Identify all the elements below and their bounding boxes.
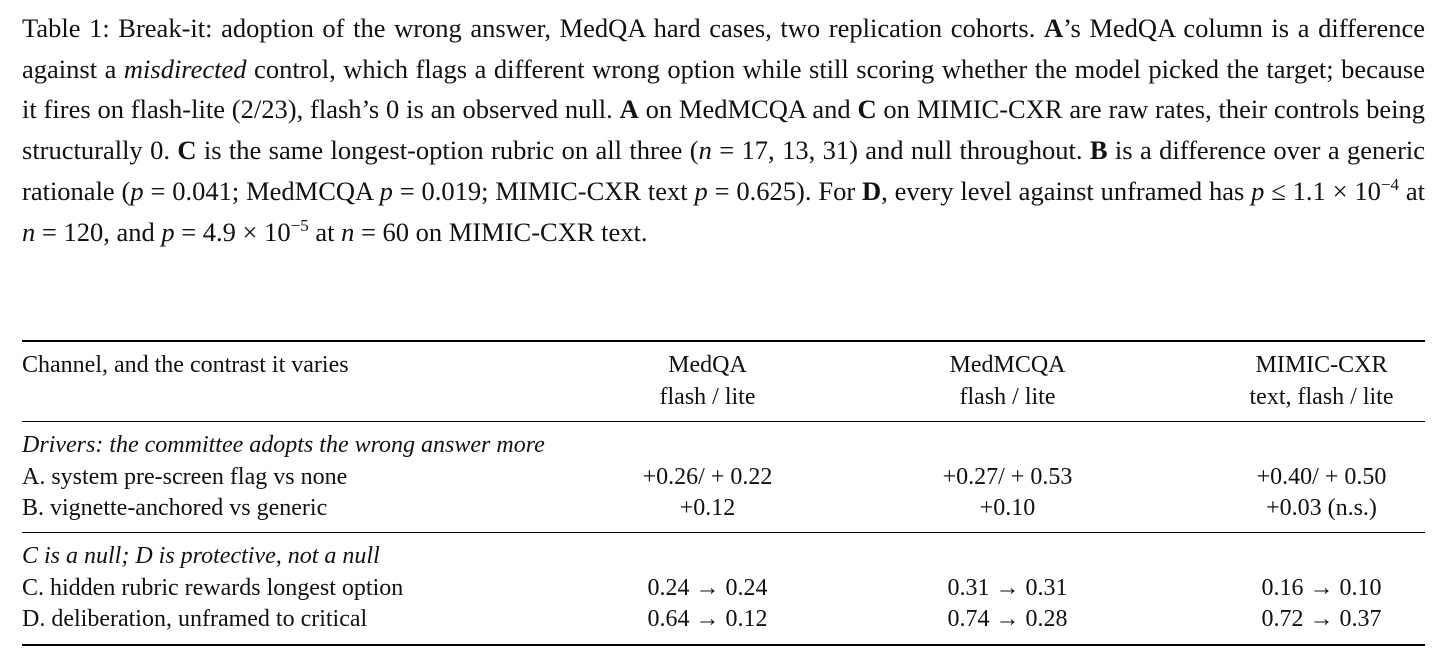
section-drivers: Drivers: the committee adopts the wrong answer more — [22, 432, 545, 458]
table-cell: +0.12 — [679, 495, 736, 521]
table-cell: 0.74 → 0.28 — [947, 606, 1068, 632]
header-mimic-sub: text, flash / lite — [1249, 384, 1394, 410]
table-cell: 0.72 → 0.37 — [1261, 606, 1382, 632]
table-caption: Table 1: Break-it: adoption of the wrong answer, MedQA hard cases, two replication cohorts. A’s MedQA column is a difference against a misdirected control, which flags a different wrong option while still scoring whether the model picked the target; because it fires on flash-lite (2/23), flash’s 0 is an observed null. A on MedMCQA and C on MIMIC-CXR are raw rates, their controls being structurally 0. C is the same longest-option rubric on all three (n = 17, 13, 31) and null throughout. B is a difference over a generic rationale (p = 0.041; MedMCQA p = 0.019; MIMIC-CXR text p = 0.625). For D, every level against unframed has $p \le 1.1 \times 10^{-4}$ at n = 120, and $p = 4.9 \times 10^{-5}$ at n = 60 on MIMIC-CXR text. — [22, 13, 1426, 247]
table-row-label: A. system pre-screen flag vs none — [22, 464, 348, 490]
table-cell: +0.03 (n.s.) — [1266, 495, 1377, 521]
table-cell: 0.24 → 0.24 — [647, 575, 768, 601]
table-cell: 0.64 → 0.12 — [647, 606, 768, 632]
table-cell: +0.10 — [979, 495, 1036, 521]
table-bottom-rule — [22, 644, 1425, 646]
table-row-label: C. hidden rubric rewards longest option — [22, 575, 404, 601]
table-cell: 0.31 → 0.31 — [947, 575, 1068, 601]
header-medqa-sub: flash / lite — [659, 384, 756, 410]
section-null: C is a null; D is protective, not a null — [22, 543, 380, 569]
table-row-label: D. deliberation, unframed to critical — [22, 606, 368, 632]
table-cell: +0.26/ + 0.22 — [642, 464, 773, 490]
header-medmcqa: MedMCQA — [949, 352, 1066, 378]
table-top-rule — [22, 340, 1425, 342]
header-rule — [22, 421, 1425, 422]
header-medqa: MedQA — [668, 352, 747, 378]
table-cell: 0.16 → 0.10 — [1261, 575, 1382, 601]
table-row-label: B. vignette-anchored vs generic — [22, 495, 328, 521]
section-rule — [22, 532, 1425, 533]
header-channel: Channel, and the contrast it varies — [22, 352, 349, 378]
table-cell: +0.27/ + 0.53 — [942, 464, 1073, 490]
header-mimic: MIMIC-CXR — [1255, 352, 1388, 378]
table-cell: +0.40/ + 0.50 — [1256, 464, 1387, 490]
header-medmcqa-sub: flash / lite — [959, 384, 1056, 410]
